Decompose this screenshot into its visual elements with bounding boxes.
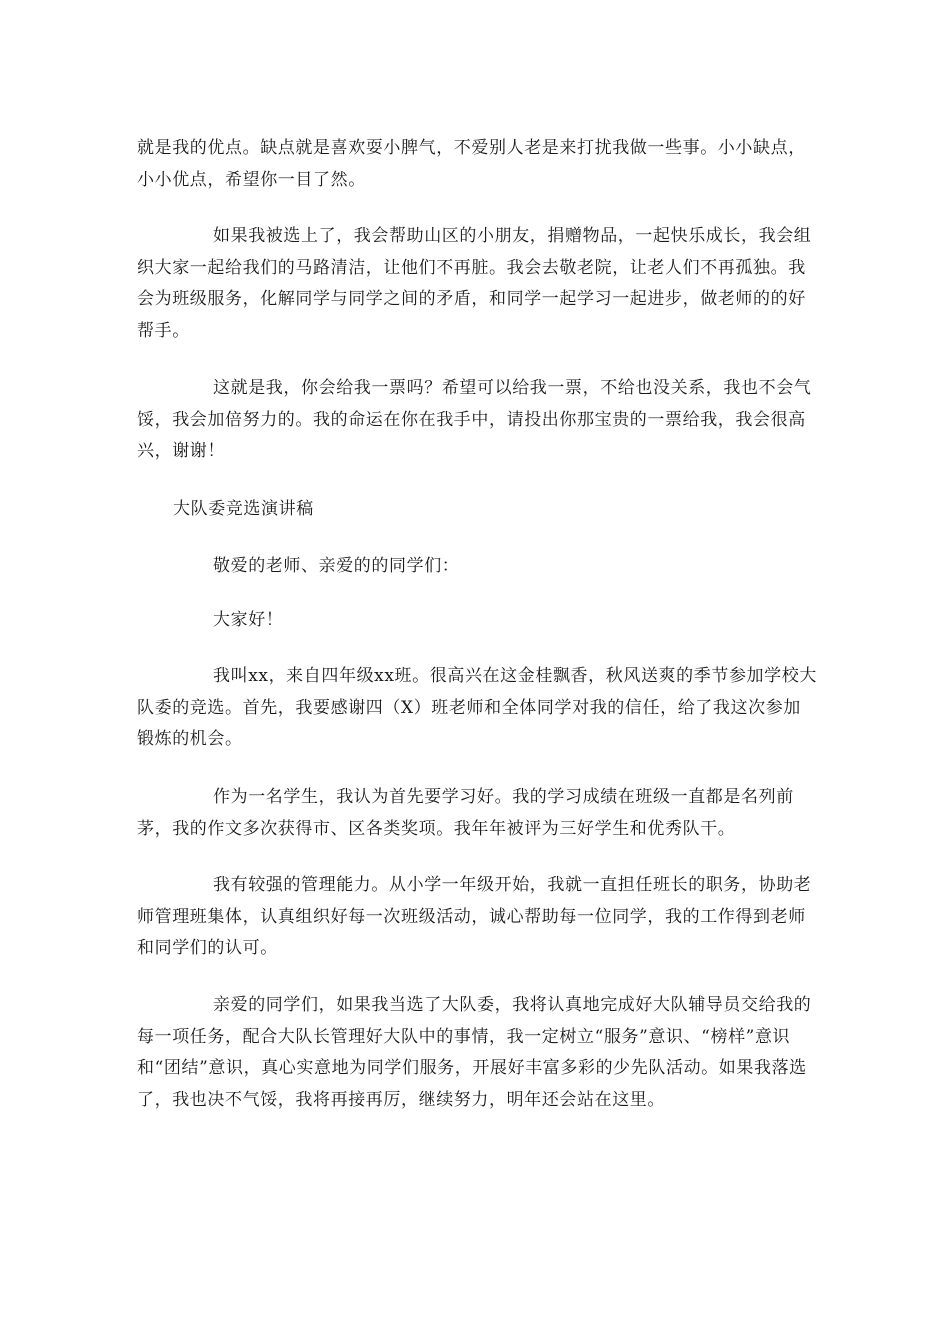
paragraph-management (137, 870, 817, 965)
paragraph-greeting (137, 605, 817, 637)
paragraph-text: 就是我的优点。缺点就是喜欢耍小脾气，不爱别人老是来打扰我做一些事。小小缺点，小小优点，希望你一目了然。 (137, 138, 806, 190)
paragraph-salutation (137, 551, 817, 583)
paragraph-text: 大家好！ (213, 610, 284, 630)
paragraph-text: 作为一名学生，我认为首先要学习好。我的学习成绩在班级一直都是名列前茅，我的作文多次获得市、区各类奖项。我年年被评为三好学生和优秀队干。 (137, 787, 794, 839)
paragraph-commitment (137, 990, 817, 1116)
paragraph-text: 这就是我，你会给我一票吗？希望可以给我一票，不给也没关系，我也不会气馁，我会加倍努力的。我的命运在你在我手中，请投出你那宝贵的一票给我，我会很高兴，谢谢！ (137, 378, 812, 461)
paragraph-vote-request (137, 373, 817, 468)
paragraph-text: 如果我被选上了，我会帮助山区的小朋友，捐赠物品，一起快乐成长，我会组织大家一起给我们的马路清洁，让他们不再脏。我会去敬老院，让老人们不再孤独。我会为班级服务，化解同学与同学之间的矛盾，和同学一起学习一起进步，做老师的的好帮手。 (137, 226, 812, 341)
paragraph-introduction (137, 661, 817, 756)
paragraph-text: 我叫xx，来自四年级xx班。很高兴在这金桂飘香，秋风送爽的季节参加学校大队委的竞选。首先，我要感谢四（X）班老师和全体同学对我的信任，给了我这次参加锻炼的机会。 (137, 666, 817, 749)
paragraph-text: 亲爱的同学们，如果我当选了大队委，我将认真地完成好大队辅导员交给我的每一项任务，配合大队长管理好大队中的事情，我一定树立“服务”意识、“榜样”意识和“团结”意识，真心实意地为同学们服务，开展好丰富多彩的少先队活动。如果我落选了，我也决不气馁，我将再接再厉，继续努力，明年还会站在这里。 (137, 995, 812, 1110)
paragraph-text: 敬爱的老师、亲爱的的同学们： (213, 556, 460, 576)
section-title-text: 大队委竞选演讲稿 (173, 499, 314, 519)
paragraph-continuation (137, 133, 817, 196)
section-title (173, 494, 853, 526)
paragraph-help-plan (137, 221, 817, 347)
paragraph-study (137, 782, 817, 845)
paragraph-text: 我有较强的管理能力。从小学一年级开始，我就一直担任班长的职务，协助老师管理班集体，认真组织好每一次班级活动，诚心帮助每一位同学，我的工作得到老师和同学们的认可。 (137, 875, 812, 958)
